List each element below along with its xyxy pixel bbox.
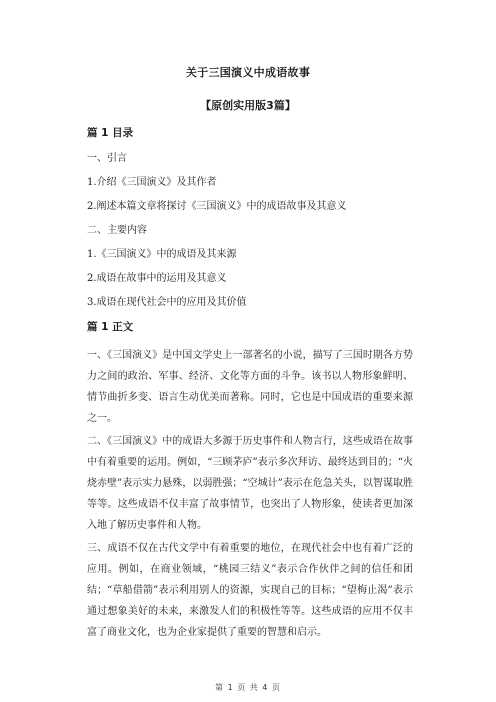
body-paragraph: 一、《三国演义》是中国文学史上一部著名的小说，描写了三国时期各方势力之间的政治、军事、经济、文化等方面的斗争。该书以人物形象鲜明、情节曲折多变、语言生动优美而著称。同时，它也是中国成语的重要来源之一。	[87, 350, 413, 424]
toc-item: 1.《三国演义》中的成语及其来源	[87, 249, 237, 260]
document-title: 关于三国演义中成语故事	[185, 66, 311, 79]
toc-item: 1.介绍《三国演义》及其作者	[87, 177, 217, 188]
body-text	[87, 345, 413, 643]
toc-item: 2.阐述本篇文章将探讨《三国演义》中的成语故事及其意义	[87, 201, 347, 212]
toc-item: 3.成语在现代社会中的应用及其价值	[87, 297, 247, 308]
toc-heading: 篇 1 目录	[87, 127, 134, 139]
page-footer: 第 1 页 共 4 页	[215, 683, 281, 692]
body-paragraph: 二、《三国演义》中的成语大多源于历史事件和人物言行，这些成语在故事中有着重要的运用。例如，“三顾茅庐”表示多次拜访、最终达到目的；“火烧赤壁”表示实力悬殊，以弱胜强；“空城计”表示在危急关头，以智谋取胜等等。这些成语不仅丰富了故事情节，也突出了人物形象，使读者更加深入地了解历史事件和人物。	[87, 436, 413, 531]
toc-item: 2.成语在故事中的运用及其意义	[87, 273, 227, 284]
toc-item: 一、引言	[87, 153, 127, 164]
body-paragraph: 三、成语不仅在古代文学中有着重要的地位，在现代社会中也有着广泛的应用。例如，在商业领域，“桃园三结义”表示合作伙伴之间的信任和团结；“草船借箭”表示利用别人的资源，实现自己的目标；“望梅止渴”表示通过想象美好的未来，来激发人们的积极性等等。这些成语的应用不仅丰富了商业文化，也为企业家提供了重要的智慧和启示。	[87, 543, 413, 638]
toc-list	[87, 151, 413, 311]
document-content	[87, 125, 413, 645]
body-heading: 篇 1 正文	[87, 321, 134, 333]
document-subtitle: 【原创实用版3篇】	[200, 99, 296, 112]
toc-item: 二、主要内容	[87, 225, 147, 236]
